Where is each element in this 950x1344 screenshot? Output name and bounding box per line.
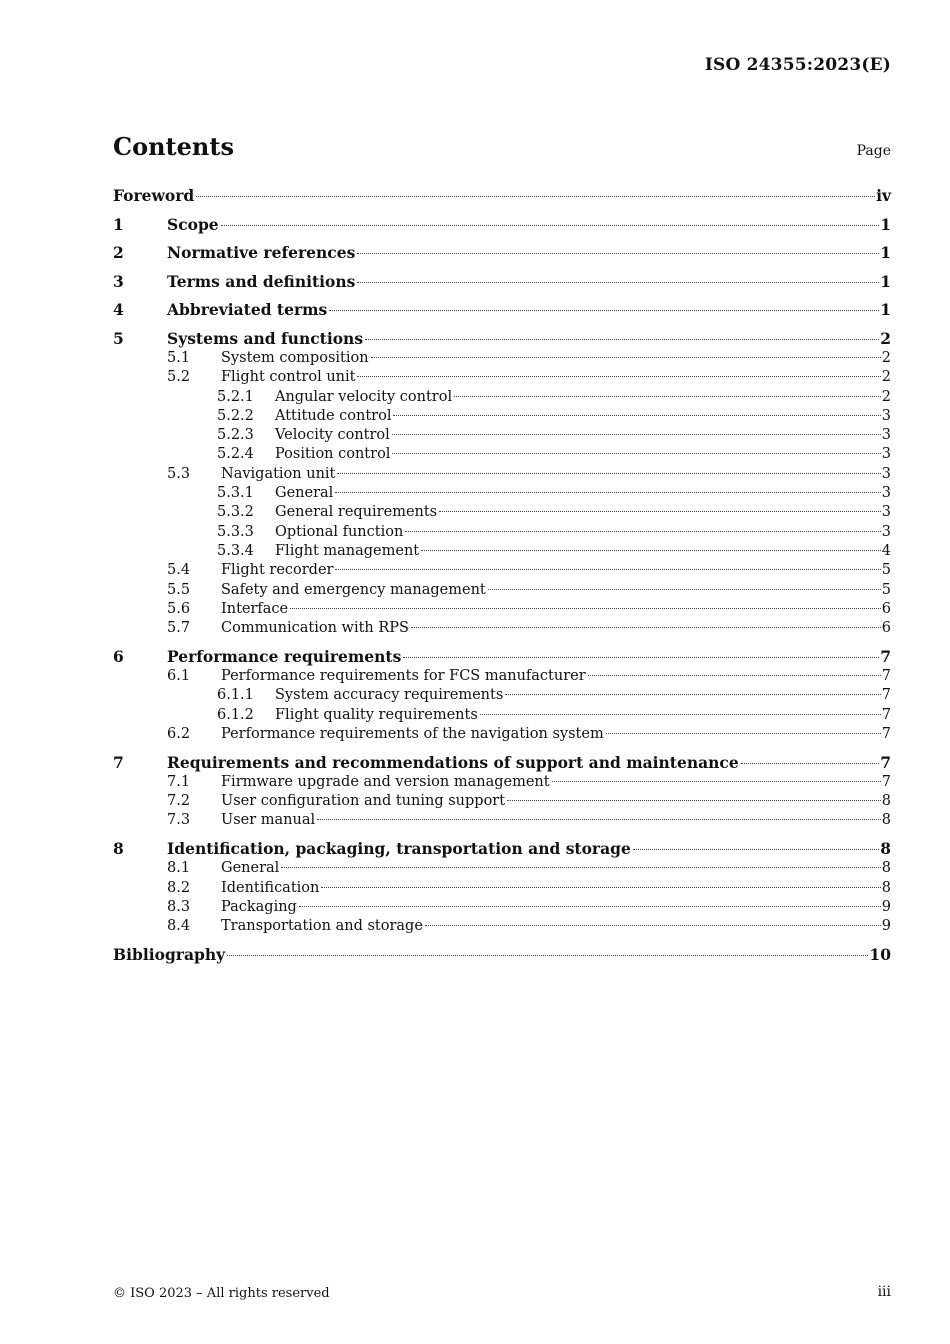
toc-dot-leader xyxy=(421,550,881,551)
toc-entry-number: 5.3.3 xyxy=(217,523,254,540)
toc-entry-page[interactable]: 4 xyxy=(881,542,891,559)
toc-entry[interactable] xyxy=(113,581,891,600)
toc-dot-leader xyxy=(392,453,880,454)
toc-entry[interactable] xyxy=(113,917,891,936)
toc-dot-leader xyxy=(588,675,881,676)
toc-dot-leader xyxy=(365,339,879,340)
toc-entry-title[interactable]: Identification xyxy=(221,879,320,896)
toc-dot-leader xyxy=(480,714,881,715)
toc-dot-leader xyxy=(505,694,880,695)
toc-entry-title[interactable]: Identification, packaging, transportation and storage xyxy=(167,839,631,859)
toc-dot-leader xyxy=(454,396,881,397)
toc-entry-title[interactable]: Terms and definitions xyxy=(167,271,356,291)
toc-entry[interactable] xyxy=(113,792,891,811)
page-column-label: Page xyxy=(856,143,891,159)
toc-entry-title[interactable]: Performance requirements for FCS manufacturer xyxy=(221,668,586,685)
toc-entry[interactable] xyxy=(113,368,891,387)
toc-entry-title[interactable]: Firmware upgrade and version management xyxy=(221,773,550,790)
toc-dot-leader xyxy=(317,819,881,820)
toc-entry-page[interactable]: 2 xyxy=(881,369,891,386)
toc-entry[interactable] xyxy=(113,647,891,667)
toc-entry[interactable] xyxy=(113,484,891,503)
toc-dot-leader xyxy=(357,282,879,283)
toc-entry-number: 5.2.4 xyxy=(217,446,254,463)
toc-entry-number: 5.2 xyxy=(167,369,191,386)
toc-entry-page[interactable]: 3 xyxy=(881,523,891,540)
toc-dot-leader xyxy=(411,627,881,628)
toc-entry-title[interactable]: System composition xyxy=(221,349,369,366)
toc-entry[interactable] xyxy=(113,329,891,349)
toc-entry-page[interactable]: 1 xyxy=(880,243,891,263)
toc-entry-number: 3 xyxy=(113,271,124,291)
toc-entry-number: 5 xyxy=(113,328,124,348)
toc-entry-number: 4 xyxy=(113,300,124,320)
toc-entry-number: 8.1 xyxy=(167,860,191,877)
toc-entry-title[interactable]: Transportation and storage xyxy=(221,918,423,935)
toc-entry-title[interactable]: Navigation unit xyxy=(221,465,336,482)
toc-entry-page[interactable]: 8 xyxy=(881,812,891,829)
toc-entry[interactable] xyxy=(113,503,891,522)
toc-entry-number: 6.2 xyxy=(167,725,191,742)
toc-entry-title[interactable]: Bibliography xyxy=(113,945,226,965)
toc-entry[interactable] xyxy=(113,839,891,859)
toc-entry-page[interactable]: 3 xyxy=(881,427,891,444)
toc-entry-number: 7.3 xyxy=(167,812,191,829)
toc-entry-number: 5.3.2 xyxy=(217,504,254,521)
toc-dot-leader xyxy=(405,531,880,532)
toc-entry-number: 2 xyxy=(113,243,124,263)
toc-dot-leader xyxy=(335,492,880,493)
toc-dot-leader xyxy=(606,733,881,734)
toc-entry[interactable] xyxy=(113,186,891,206)
toc-entry-page[interactable]: 7 xyxy=(880,647,891,667)
toc-entry[interactable] xyxy=(113,773,891,792)
toc-entry-number: 6.1.2 xyxy=(217,706,254,723)
toc-dot-leader xyxy=(425,925,881,926)
toc-entry-number: 5.6 xyxy=(167,600,191,617)
toc-dot-leader xyxy=(393,415,880,416)
toc-entry-title[interactable]: General xyxy=(275,485,334,502)
toc-entry-page[interactable]: 10 xyxy=(869,945,891,965)
footer-page-number: iii xyxy=(877,1284,891,1300)
toc-entry[interactable] xyxy=(113,407,891,426)
toc-entry[interactable] xyxy=(113,686,891,705)
toc-entry[interactable] xyxy=(113,243,891,263)
toc-entry-number: 8.2 xyxy=(167,879,191,896)
toc-entry[interactable] xyxy=(113,706,891,725)
toc-entry-title[interactable]: Communication with RPS xyxy=(221,620,409,637)
toc-entry[interactable] xyxy=(113,561,891,580)
toc-entry-number: 5.2.3 xyxy=(217,427,254,444)
toc-dot-leader xyxy=(357,253,879,254)
toc-entry-page[interactable]: 1 xyxy=(880,214,891,234)
toc-dot-leader xyxy=(488,589,881,590)
toc-entry[interactable] xyxy=(113,215,891,235)
toc-entry-page[interactable]: 3 xyxy=(881,485,891,502)
toc-dot-leader xyxy=(321,887,880,888)
toc-entry[interactable] xyxy=(113,879,891,898)
toc-entry-number: 6.1 xyxy=(167,668,191,685)
toc-entry-page[interactable]: 3 xyxy=(881,465,891,482)
toc-entry-title[interactable]: Flight quality requirements xyxy=(275,706,478,723)
toc-entry-title[interactable]: Requirements and recommendations of support and maintenance xyxy=(167,752,739,772)
toc-entry[interactable] xyxy=(113,811,891,830)
toc-dot-leader xyxy=(371,357,881,358)
toc-entry-page[interactable]: 8 xyxy=(881,879,891,896)
toc-entry-number: 5.3 xyxy=(167,465,191,482)
toc-entry-number: 5.1 xyxy=(167,349,191,366)
toc-entry-page[interactable]: 2 xyxy=(881,349,891,366)
toc-entry-number: 5.5 xyxy=(167,581,191,598)
toc-dot-leader xyxy=(439,511,881,512)
toc-entry-title[interactable]: Normative references xyxy=(167,243,356,263)
toc-entry-number: 6.1.1 xyxy=(217,687,254,704)
toc-entry[interactable] xyxy=(113,898,891,917)
footer-copyright: © ISO 2023 – All rights reserved xyxy=(113,1286,330,1301)
toc-dot-leader xyxy=(403,657,879,658)
toc-entry-title[interactable]: General xyxy=(221,860,280,877)
toc-entry[interactable] xyxy=(113,300,891,320)
toc-entry-number: 5.4 xyxy=(167,562,191,579)
toc-entry-title[interactable]: Attitude control xyxy=(275,407,392,424)
toc-entry[interactable] xyxy=(113,753,891,773)
toc-dot-leader xyxy=(281,867,880,868)
toc-entry-page[interactable]: 9 xyxy=(881,918,891,935)
toc-dot-leader xyxy=(552,781,881,782)
toc-dot-leader xyxy=(221,225,880,226)
table-of-contents xyxy=(113,186,891,965)
toc-dot-leader xyxy=(357,376,880,377)
toc-entry-page[interactable]: iv xyxy=(876,186,891,205)
toc-entry[interactable] xyxy=(113,272,891,292)
toc-entry-title[interactable]: Scope xyxy=(167,214,219,234)
toc-entry-title[interactable]: Interface xyxy=(221,600,289,617)
toc-dot-leader xyxy=(299,906,881,907)
toc-entry-number: 8.4 xyxy=(167,918,191,935)
toc-entry-title[interactable]: Flight management xyxy=(275,542,420,559)
toc-entry-page[interactable]: 3 xyxy=(881,446,891,463)
toc-entry[interactable] xyxy=(113,426,891,445)
toc-entry-title[interactable]: User configuration and tuning support xyxy=(221,793,506,810)
toc-entry-number: 6 xyxy=(113,647,124,667)
toc-dot-leader xyxy=(633,849,879,850)
toc-entry-page[interactable]: 2 xyxy=(880,328,891,348)
toc-entry-title[interactable]: Velocity control xyxy=(275,427,390,444)
toc-entry[interactable] xyxy=(113,945,891,965)
toc-dot-leader xyxy=(227,955,868,956)
toc-entry-title[interactable]: General requirements xyxy=(275,504,438,521)
toc-dot-leader xyxy=(337,473,880,474)
toc-entry[interactable] xyxy=(113,388,891,407)
toc-entry-page[interactable]: 7 xyxy=(881,668,891,685)
toc-entry-number: 1 xyxy=(113,214,124,234)
toc-entry-page[interactable]: 8 xyxy=(881,793,891,810)
toc-entry-page[interactable]: 5 xyxy=(881,562,891,579)
toc-entry[interactable] xyxy=(113,600,891,619)
toc-entry[interactable] xyxy=(113,725,891,744)
toc-entry-title[interactable]: Packaging xyxy=(221,898,297,915)
toc-entry-number: 8 xyxy=(113,839,124,859)
toc-entry[interactable] xyxy=(113,667,891,686)
toc-entry-page[interactable]: 8 xyxy=(880,839,891,859)
toc-entry-page[interactable]: 7 xyxy=(881,706,891,723)
toc-entry-title[interactable]: User manual xyxy=(221,812,316,829)
toc-entry-page[interactable]: 6 xyxy=(881,620,891,637)
toc-entry[interactable] xyxy=(113,523,891,542)
toc-dot-leader xyxy=(335,569,880,570)
toc-entry-number: 7.2 xyxy=(167,793,191,810)
toc-entry-number: 8.3 xyxy=(167,898,191,915)
toc-entry-title[interactable]: Angular velocity control xyxy=(275,388,453,405)
toc-entry-page[interactable]: 2 xyxy=(881,388,891,405)
toc-entry[interactable] xyxy=(113,859,891,878)
toc-entry-page[interactable]: 5 xyxy=(881,581,891,598)
toc-entry[interactable] xyxy=(113,619,891,638)
toc-entry[interactable] xyxy=(113,349,891,368)
toc-entry-page[interactable]: 1 xyxy=(880,300,891,320)
toc-entry-number: 5.2.2 xyxy=(217,407,254,424)
toc-entry-page[interactable]: 9 xyxy=(881,898,891,915)
toc-entry-title[interactable]: Flight control unit xyxy=(221,369,356,386)
toc-dot-leader xyxy=(741,763,879,764)
toc-entry-page[interactable]: 3 xyxy=(881,504,891,521)
toc-entry[interactable] xyxy=(113,465,891,484)
toc-entry-number: 5.2.1 xyxy=(217,388,254,405)
toc-entry-title[interactable]: Performance requirements xyxy=(167,647,402,667)
toc-dot-leader xyxy=(290,608,881,609)
toc-entry-number: 7.1 xyxy=(167,773,191,790)
toc-entry-title[interactable]: Safety and emergency management xyxy=(221,581,486,598)
toc-entry-page[interactable]: 8 xyxy=(881,860,891,877)
toc-entry-title[interactable]: System accuracy requirements xyxy=(275,687,504,704)
toc-entry-number: 5.7 xyxy=(167,620,191,637)
toc-entry-number: 7 xyxy=(113,752,124,772)
document-id: ISO 24355:2023(E) xyxy=(704,55,891,75)
toc-entry[interactable] xyxy=(113,445,891,464)
toc-entry[interactable] xyxy=(113,542,891,561)
toc-entry-number: 5.3.4 xyxy=(217,542,254,559)
toc-entry-title[interactable]: Systems and functions xyxy=(167,328,364,348)
toc-entry-title[interactable]: Abbreviated terms xyxy=(167,300,328,320)
toc-dot-leader xyxy=(392,434,881,435)
contents-title: Contents xyxy=(113,132,234,161)
toc-entry-title[interactable]: Foreword xyxy=(113,186,195,205)
toc-entry-title[interactable]: Position control xyxy=(275,446,391,463)
toc-dot-leader xyxy=(507,800,881,801)
toc-entry-page[interactable]: 7 xyxy=(881,773,891,790)
toc-dot-leader xyxy=(329,310,879,311)
toc-entry-page[interactable]: 3 xyxy=(881,407,891,424)
toc-entry-title[interactable]: Flight recorder xyxy=(221,562,334,579)
toc-entry-page[interactable]: 7 xyxy=(880,752,891,772)
toc-entry-title[interactable]: Performance requirements of the navigation system xyxy=(221,725,604,742)
toc-dot-leader xyxy=(196,196,875,197)
toc-entry-page[interactable]: 7 xyxy=(881,725,891,742)
toc-entry-page[interactable]: 7 xyxy=(881,687,891,704)
toc-entry-number: 5.3.1 xyxy=(217,485,254,502)
toc-entry-title[interactable]: Optional function xyxy=(275,523,404,540)
toc-entry-page[interactable]: 1 xyxy=(880,271,891,291)
toc-entry-page[interactable]: 6 xyxy=(881,600,891,617)
